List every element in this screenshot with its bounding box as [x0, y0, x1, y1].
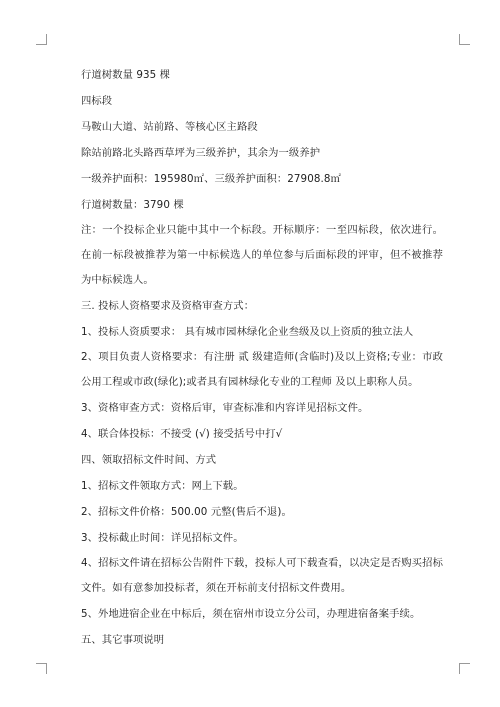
section-4-item: 3、投标截止时间：详见招标文件。 — [81, 532, 244, 544]
section-heading-lot-4: 四标段 — [81, 95, 113, 107]
section-3-item: 2、项目负责人资格要求：有注册 贰 级建造师(含临时)及以上资格;专业：市政公用工程或市政(绿化);或者具有园林绿化专业的工程师 及以上职称人员。 — [81, 351, 443, 388]
lot-4-maintenance-area: 一级养护面积：195980㎡、三级养护面积：27908.8㎡ — [81, 173, 341, 185]
section-4-title: 四、领取招标文件时间、方式 — [81, 454, 217, 466]
section-4-item: 5、外地进宿企业在中标后，须在宿州市设立分公司，办理进宿备案手续。 — [81, 608, 421, 620]
note-paragraph: 注：一个投标企业只能中其中一个标段。开标顺序：一至四标段，依次进行。在前一标段被推荐为第一中标候选人的单位参与后面标段的评审，但不被推荐为中标候选人。 — [81, 224, 443, 286]
crop-mark-bottom-right — [459, 663, 470, 674]
section-4-item: 2、招标文件价格：500.00 元整(售后不退)。 — [81, 506, 292, 518]
lot-4-tree-count: 行道树数量：3790 棵 — [81, 199, 184, 211]
section-3-item: 4、联合体投标：不接受 (√) 接受括号中打√ — [81, 428, 283, 440]
section-4-item: 4、招标文件请在招标公告附件下载，投标人可下载查看，以决定是否购买招标文件。如有意参加投标者，须在开标前支付招标文件费用。 — [81, 557, 443, 594]
crop-mark-top-right — [459, 34, 470, 45]
section-5-title: 五、其它事项说明 — [81, 634, 165, 646]
crop-mark-top-left — [36, 34, 47, 45]
section-4-item: 1、招标文件领取方式：网上下载。 — [81, 480, 244, 492]
lot-4-maintenance-level: 除站前路北头路西草坪为三级养护，其余为一级养护 — [81, 147, 321, 159]
section-3-item: 3、资格审查方式：资格后审，审查标准和内容详见招标文件。 — [81, 402, 369, 414]
section-3-item: 1、投标人资质要求： 具有城市园林绿化企业叁级及以上资质的独立法人 — [81, 326, 414, 338]
tree-count-line: 行道树数量 935 棵 — [81, 69, 171, 81]
crop-mark-bottom-left — [36, 663, 47, 674]
section-3-title: 三. 投标人资格要求及资格审查方式： — [81, 300, 255, 312]
document-body — [81, 68, 443, 659]
lot-4-roads: 马鞍山大道、站前路、等核心区主路段 — [81, 121, 258, 133]
